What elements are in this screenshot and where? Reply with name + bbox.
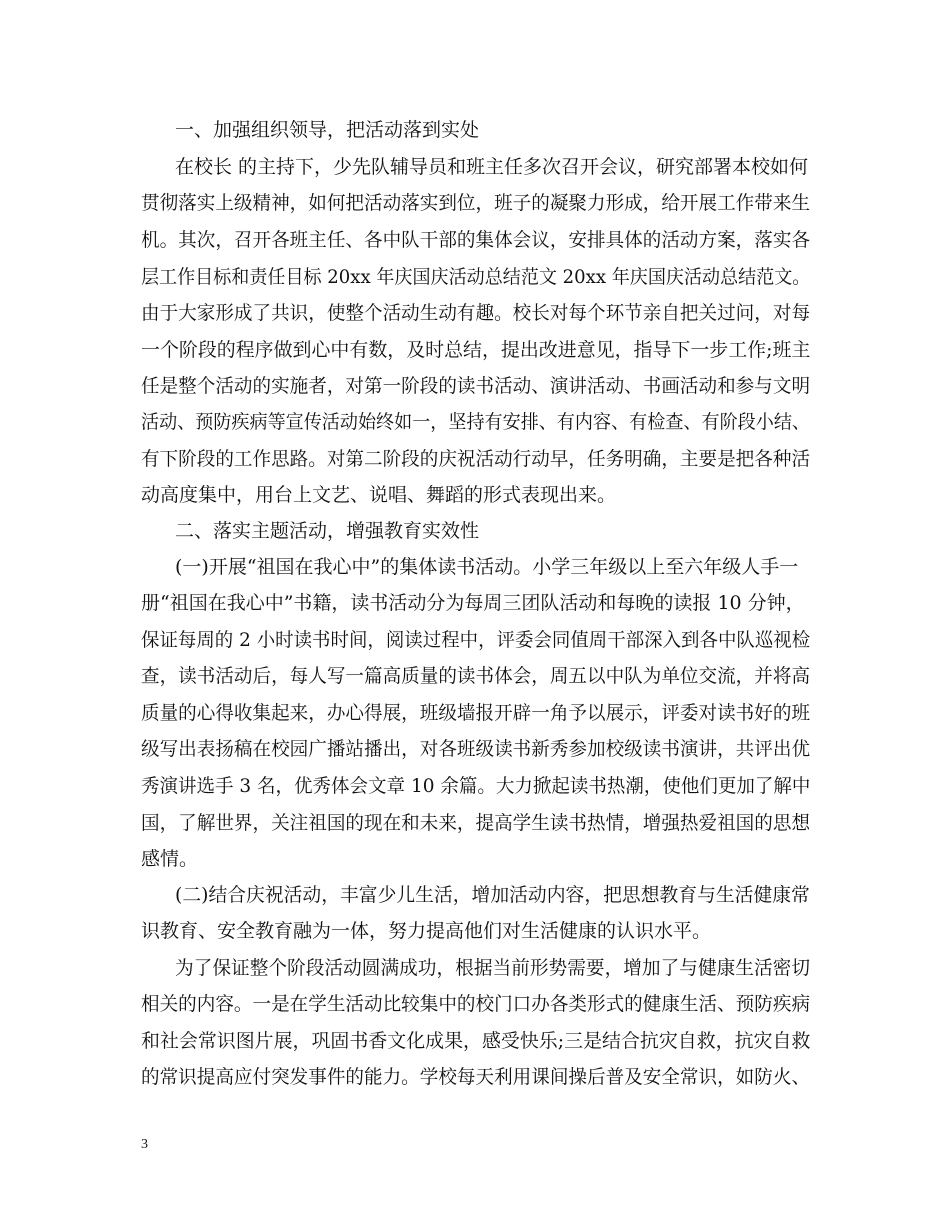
page-number: 3: [141, 1137, 148, 1152]
paragraph-line: 贯彻落实上级精神，如何把活动落实到位，班子的凝聚力形成，给开展工作带来生: [141, 192, 811, 214]
paragraph-line: 质量的心得收集起来，办心得展，班级墙报开辟一角予以展示，评委对读书好的班: [141, 702, 811, 724]
paragraph-line: 层工作目标和责任目标 20xx 年庆国庆活动总结范文 20xx 年庆国庆活动总结范文。: [141, 266, 811, 288]
paragraph-line: 的常识提高应付突发事件的能力。学校每天利用课间操后普及安全常识，如防火、: [141, 1066, 811, 1088]
paragraph-line: 在校长 的主持下，少先队辅导员和班主任多次召开会议，研究部署本校如何: [175, 156, 809, 178]
paragraph-line: 有下阶段的工作思路。对第二阶段的庆祝活动行动早，任务明确，主要是把各种活: [141, 448, 811, 470]
paragraph-line: 识教育、安全教育融为一体，努力提高他们对生活健康的认识水平。: [141, 920, 712, 942]
paragraph-line: (二)结合庆祝活动，丰富少儿生活，增加活动内容，把思想教育与生活健康常: [175, 884, 810, 906]
paragraph-line: 国，了解世界，关注祖国的现在和未来，提高学生读书热情，增强热爱祖国的思想: [141, 812, 811, 834]
paragraph-line: 动高度集中，用台上文艺、说唱、舞蹈的形式表现出来。: [141, 484, 617, 506]
paragraph-line: 感情。: [141, 848, 199, 870]
paragraph-line: 为了保证整个阶段活动圆满成功，根据当前形势需要，增加了与健康生活密切: [175, 957, 811, 979]
paragraph-line: 秀演讲选手 3 名，优秀体会文章 10 余篇。大力掀起读书热潮，使他们更加了解中: [141, 775, 811, 797]
paragraph-line: 级写出表扬稿在校园广播站播出，对各班级读书新秀参加校级读书演讲，共评出优: [141, 738, 811, 760]
paragraph-line: 由于大家形成了共识，使整个活动生动有趣。校长对每个环节亲自把关过问，对每: [141, 302, 811, 324]
paragraph-line: 机。其次，召开各班主任、各中队干部的集体会议，安排具体的活动方案，落实各: [141, 229, 811, 251]
paragraph-line: 一个阶段的程序做到心中有数，及时总结，提出改进意见，指导下一步工作;班主: [141, 339, 811, 361]
paragraph-line: 和社会常识图片展，巩固书香文化成果，感受快乐;三是结合抗灾自救，抗灾自救: [141, 1030, 811, 1052]
paragraph-line: 查，读书活动后，每人写一篇高质量的读书体会，周五以中队为单位交流，并将高: [141, 665, 811, 687]
paragraph-line: 任是整个活动的实施者，对第一阶段的读书活动、演讲活动、书画活动和参与文明: [141, 375, 811, 397]
heading-section-2: 二、落实主题活动，增强教育实效性: [175, 520, 480, 542]
paragraph-line: 相关的内容。一是在学生活动比较集中的校门口办各类形式的健康生活、预防疾病: [141, 993, 811, 1015]
paragraph-line: 保证每周的 2 小时读书时间，阅读过程中，评委会同值周干部深入到各中队巡视检: [141, 629, 811, 651]
paragraph-line: (一)开展“祖国在我心中”的集体读书活动。小学三年级以上至六年级人手一: [175, 556, 799, 578]
heading-section-1: 一、加强组织领导，把活动落到实处: [175, 119, 480, 141]
paragraph-line: 册“祖国在我心中”书籍，读书活动分为每周三团队活动和每晚的读报 10 分钟，: [141, 592, 805, 614]
paragraph-line: 活动、预防疾病等宣传活动始终如一，坚持有安排、有内容、有检查、有阶段小结、: [141, 411, 810, 433]
